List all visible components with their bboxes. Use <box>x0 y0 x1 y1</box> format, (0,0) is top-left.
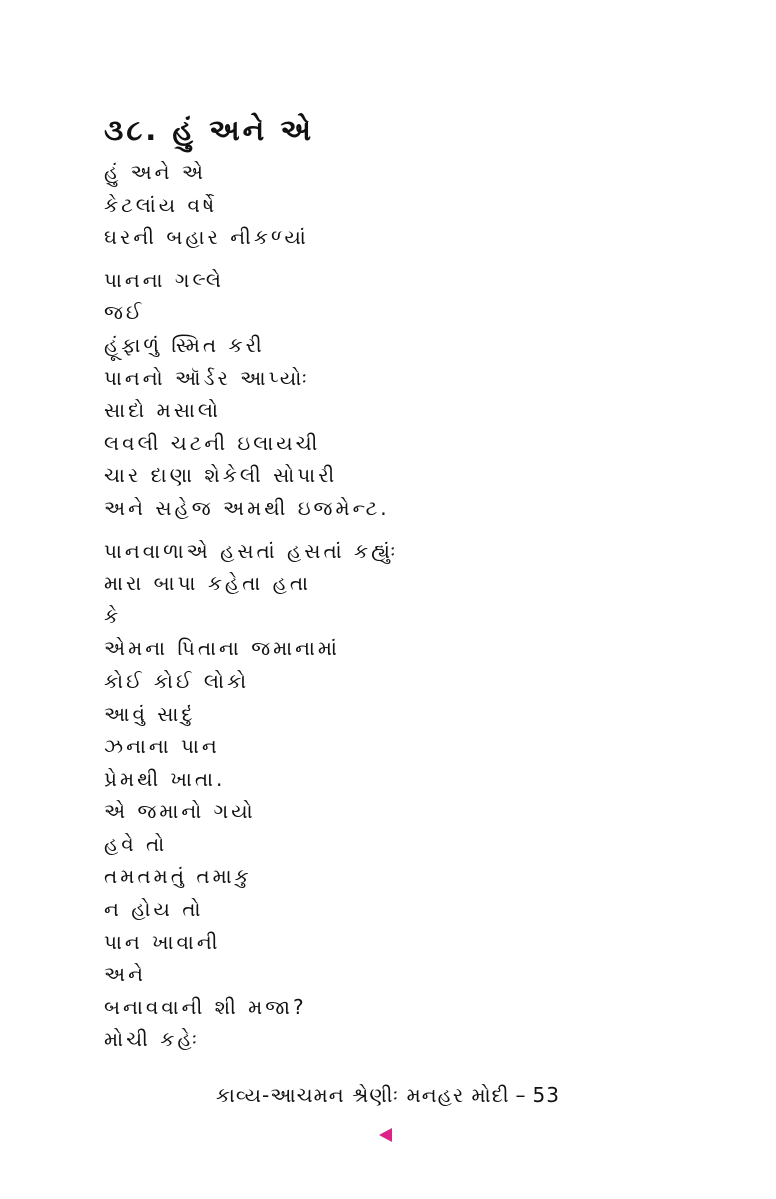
page-footer <box>0 1080 560 1110</box>
poem-line: ચાર દાણા શેકેલી સોપારી <box>104 463 338 488</box>
poem-line: અને <box>104 962 146 987</box>
poem-line: હું અને એ <box>104 160 207 184</box>
poem-title: ૩૮. હું અને એ <box>104 113 314 147</box>
stanza-1 <box>104 156 724 254</box>
page-number: 53 <box>532 1083 560 1107</box>
poem <box>104 110 724 1066</box>
poem-line: ઘરની બહાર નીકળ્યાં <box>104 225 309 250</box>
poem-line: કે <box>104 603 122 628</box>
poem-line: પાનવાળાએ હસતાં હસતાં કહ્યુંઃ <box>104 538 399 563</box>
stanza-2 <box>104 264 724 525</box>
footer-series-title: કાવ્ય-આચમન શ્રેણીઃ મનહર મોદી <box>215 1083 510 1107</box>
poem-line: કેટલાંય વર્ષે <box>104 192 218 217</box>
poem-line: કોઈ કોઈ લોકો <box>104 668 250 693</box>
poem-line: આવું સાદું <box>104 701 196 726</box>
poem-line: પ્રેમથી ખાતા. <box>104 766 226 791</box>
poem-line: પાન ખાવાની <box>104 929 221 954</box>
stanza-3 <box>104 535 724 1057</box>
poem-line: હવે તો <box>104 831 168 856</box>
poem-line: અને સહેજ અમથી ઇજમેન્ટ. <box>104 495 390 520</box>
poem-line: એ જમાનો ગયો <box>104 799 256 824</box>
footer-separator: – <box>515 1083 527 1107</box>
left-triangle-icon[interactable] <box>379 1128 392 1142</box>
poem-line: મોચી કહેઃ <box>104 1027 201 1052</box>
poem-line: હૂંફાળું સ્મિત કરી <box>104 332 265 357</box>
poem-line: જઈ <box>104 300 145 325</box>
poem-line: ન હોય તો <box>104 897 204 922</box>
poem-line: લવલી ચટની ઇલાયચી <box>104 430 321 455</box>
poem-line: બનાવવાની શી મજા? <box>104 994 307 1019</box>
poem-line: તમતમતું તમાકુ <box>104 864 252 889</box>
poem-line: એમના પિતાના જમાનામાં <box>104 636 340 661</box>
poem-line: ઝનાના પાન <box>104 734 220 759</box>
poem-line: મારા બાપા કહેતા હતા <box>104 571 312 596</box>
poem-line: સાદો મસાલો <box>104 398 221 423</box>
poem-line: પાનનો ઑર્ડર આપ્યોઃ <box>104 365 311 390</box>
poem-line: પાનના ગલ્લે <box>104 267 225 292</box>
